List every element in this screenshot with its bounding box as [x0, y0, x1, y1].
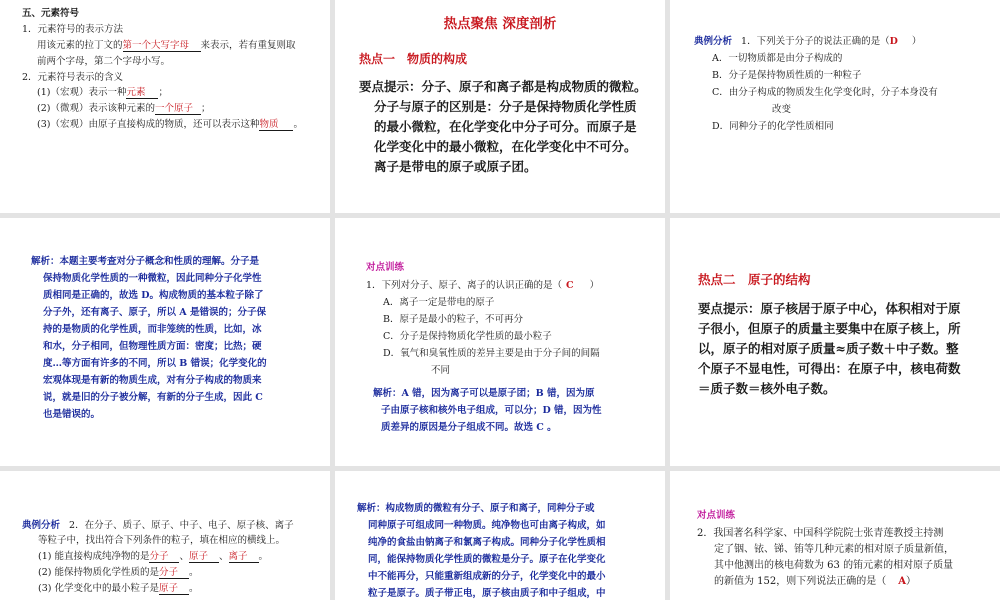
- key-point-line: 化学变化中的最小微粒，在化学变化中不可分。: [374, 139, 637, 154]
- key-point-line: 子很小，但原子的质量主要集中在原子核上，所: [698, 321, 961, 336]
- item-1-line-2: 前两个字母，第二个字母小写。: [37, 56, 171, 67]
- analysis-line: 解析：本题主要考查对分子概念和性质的理解。分子是: [31, 256, 260, 267]
- item-1-line-1: 用该元素的拉丁文的第一个大写字母 来表示，若有重复则取: [37, 40, 296, 51]
- slide-analysis-1[interactable]: [0, 218, 330, 466]
- hotspot-title: 热点二 原子的结构: [698, 272, 811, 287]
- option-c: C．分子是保持物质化学性质的最小粒子: [383, 331, 552, 342]
- question-line: 1．下列对分子、原子、离子的认识正确的是（ C ）: [366, 280, 600, 291]
- sub-question-1: (1) 能直接构成纯净物的是分子 、原子 、离子 。: [38, 551, 269, 562]
- key-point-line: 以，原子的相对原子质量≈质子数＋中子数。整: [698, 341, 959, 356]
- answer-blank: 分子: [149, 551, 179, 563]
- example-label: 典例分析: [22, 520, 61, 531]
- option-d-continued: 不同: [431, 365, 451, 376]
- question-line-final: 的新值为 152，则下列说法正确的是（ A）: [714, 576, 917, 587]
- analysis-line: 同，能保持物质化学性质的微粒是分子。原子在化学变化: [368, 554, 606, 565]
- option-b: B．分子是保持物质性质的一种粒子: [712, 70, 862, 81]
- analysis-line: 解析：构成物质的微粒有分子、原子和离子，同种分子或: [357, 503, 595, 514]
- sub-question-2: (2) 能保持物质化学性质的是分子 。: [38, 567, 199, 578]
- question-line: 2．我国著名科学家、中国科学院院士张青莲教授主持测: [697, 528, 944, 539]
- slide-example-2[interactable]: [0, 471, 330, 600]
- analysis-line: 宏观体现是有新的物质生成，对有分子构成的物质来: [43, 375, 262, 386]
- sub-item-3: (3)（宏观）由原子直接构成的物质，还可以表示这种物质 。: [37, 119, 303, 130]
- analysis-line: 和水，分子相同，但物理性质方面：密度；比热；硬: [43, 341, 262, 352]
- answer-mark: C: [566, 280, 574, 291]
- hotspot-subtitle: 热点一 物质的构成: [359, 52, 468, 66]
- answer-blank: 离子: [229, 551, 259, 563]
- analysis-line: 粒子是原子。质子带正电，原子核由质子和中子组成，中: [368, 588, 606, 599]
- slide-element-symbols[interactable]: [0, 0, 330, 213]
- question-line: 定了铟、铱、锑、铕等几种元素的相对原子质量新值，: [714, 544, 954, 555]
- key-point-line: 个原子不显电性，可得出：在原子中，核电荷数: [698, 361, 961, 376]
- question-line: 其中他测出的核电荷数为 63 的铕元素的相对原子质量: [714, 560, 954, 571]
- question-line-2: 等粒子中，找出符合下列条件的粒子，填在相应的横线上。: [38, 535, 286, 546]
- key-point-line: 要点提示：原子核居于原子中心，体积相对于原: [698, 301, 961, 316]
- analysis-line: 中不能再分，只能重新组成新的分子，化学变化中的最小: [368, 571, 606, 582]
- analysis-line: 持的是物质的化学性质，而非笼统的性质，比如，冰: [43, 324, 262, 335]
- option-c-continued: 改变: [772, 104, 792, 115]
- slide-hotspot-two[interactable]: [670, 218, 1000, 466]
- practice-label: 对点训练: [697, 510, 736, 521]
- answer-blank: 原子: [189, 551, 219, 563]
- section-heading: 五、元素符号: [22, 8, 80, 19]
- answer-blank: 物质: [259, 119, 293, 131]
- item-2-title: 2．元素符号表示的含义: [22, 72, 124, 83]
- question-line: 典例分析 1．下列关于分子的说法正确的是（D ）: [694, 36, 922, 47]
- key-point-line: 要点提示：分子、原子和离子都是构成物质的微粒。: [359, 79, 647, 94]
- slide-practice-2[interactable]: [670, 471, 1000, 600]
- slide-hotspot-one[interactable]: [335, 0, 665, 213]
- slide-practice-1[interactable]: [335, 218, 665, 466]
- key-point-line: 离子是带电的原子或原子团。: [374, 159, 537, 174]
- analysis-line: 解析：A 错，因为离子可以是原子团；B 错，因为原: [373, 388, 595, 399]
- key-point-line: 分子与原子的区别是：分子是保持物质化学性质: [374, 99, 637, 114]
- answer-blank: 分子: [159, 567, 189, 579]
- answer-mark: D: [889, 36, 898, 47]
- sub-item-1: (1)（宏观）表示一种元素 ；: [37, 87, 168, 98]
- answer-blank: 元素: [126, 87, 158, 99]
- question-line: 典例分析 2．在分子、质子、原子、中子、电子、原子核、离子: [22, 520, 294, 531]
- analysis-line: 说，就是旧的分子被分解，有新的分子生成，因此 C: [43, 392, 263, 403]
- analysis-line: 质相同是正确的，故选 D。构成物质的基本粒子除了: [43, 290, 264, 301]
- item-1-title: 1．元素符号的表示方法: [22, 24, 124, 35]
- sub-question-3: (3) 化学变化中的最小粒子是原子 。: [38, 583, 199, 594]
- analysis-line: 保持物质化学性质的一种微粒，因此同种分子化学性: [43, 273, 262, 284]
- analysis-line: 也是错误的。: [43, 409, 101, 420]
- example-label: 典例分析: [694, 36, 733, 47]
- answer-blank: 原子: [159, 583, 189, 595]
- practice-label: 对点训练: [366, 262, 405, 273]
- option-b: B．原子是最小的粒子，不可再分: [383, 314, 523, 325]
- analysis-line: 子由原子核和核外电子组成，可以分；D 错，因为性: [381, 405, 602, 416]
- slide-analysis-2[interactable]: [335, 471, 665, 600]
- slide-example-1[interactable]: [670, 0, 1000, 213]
- analysis-line: 纯净的食盐由钠离子和氯离子构成。同种分子化学性质相: [368, 537, 606, 548]
- answer-mark: A: [898, 576, 907, 587]
- analysis-line: 度…等方面有许多的不同，所以 B 错误；化学变化的: [43, 358, 267, 369]
- slide-title: 热点聚焦 深度剖析: [443, 16, 557, 32]
- key-point-line: 的最小微粒，在化学变化中分子可分。而原子是: [374, 119, 637, 134]
- option-d: D．同种分子的化学性质相同: [712, 121, 834, 132]
- key-point-line: ＝质子数＝核外电子数。: [698, 381, 836, 396]
- answer-blank: 第一个大写字母: [123, 40, 201, 52]
- option-d: D．氧气和臭氧性质的差异主要是由于分子间的间隔: [383, 348, 600, 359]
- analysis-line: 分子外，还有离子、原子，所以 A 是错误的；分子保: [43, 307, 266, 318]
- option-c: C．由分子构成的物质发生化学变化时，分子本身没有: [712, 87, 938, 98]
- analysis-line: 同种原子可组成同一种物质。纯净物也可由离子构成，如: [368, 520, 606, 531]
- option-a: A．离子一定是带电的原子: [383, 297, 495, 308]
- sub-item-2: (2)（微观）表示该种元素的一个原子 ；: [37, 103, 211, 114]
- analysis-line: 质差异的原因是分子组成不同。故选 C 。: [381, 422, 557, 433]
- option-a: A．一切物质都是由分子构成的: [712, 53, 843, 64]
- answer-blank: 一个原子: [155, 103, 201, 115]
